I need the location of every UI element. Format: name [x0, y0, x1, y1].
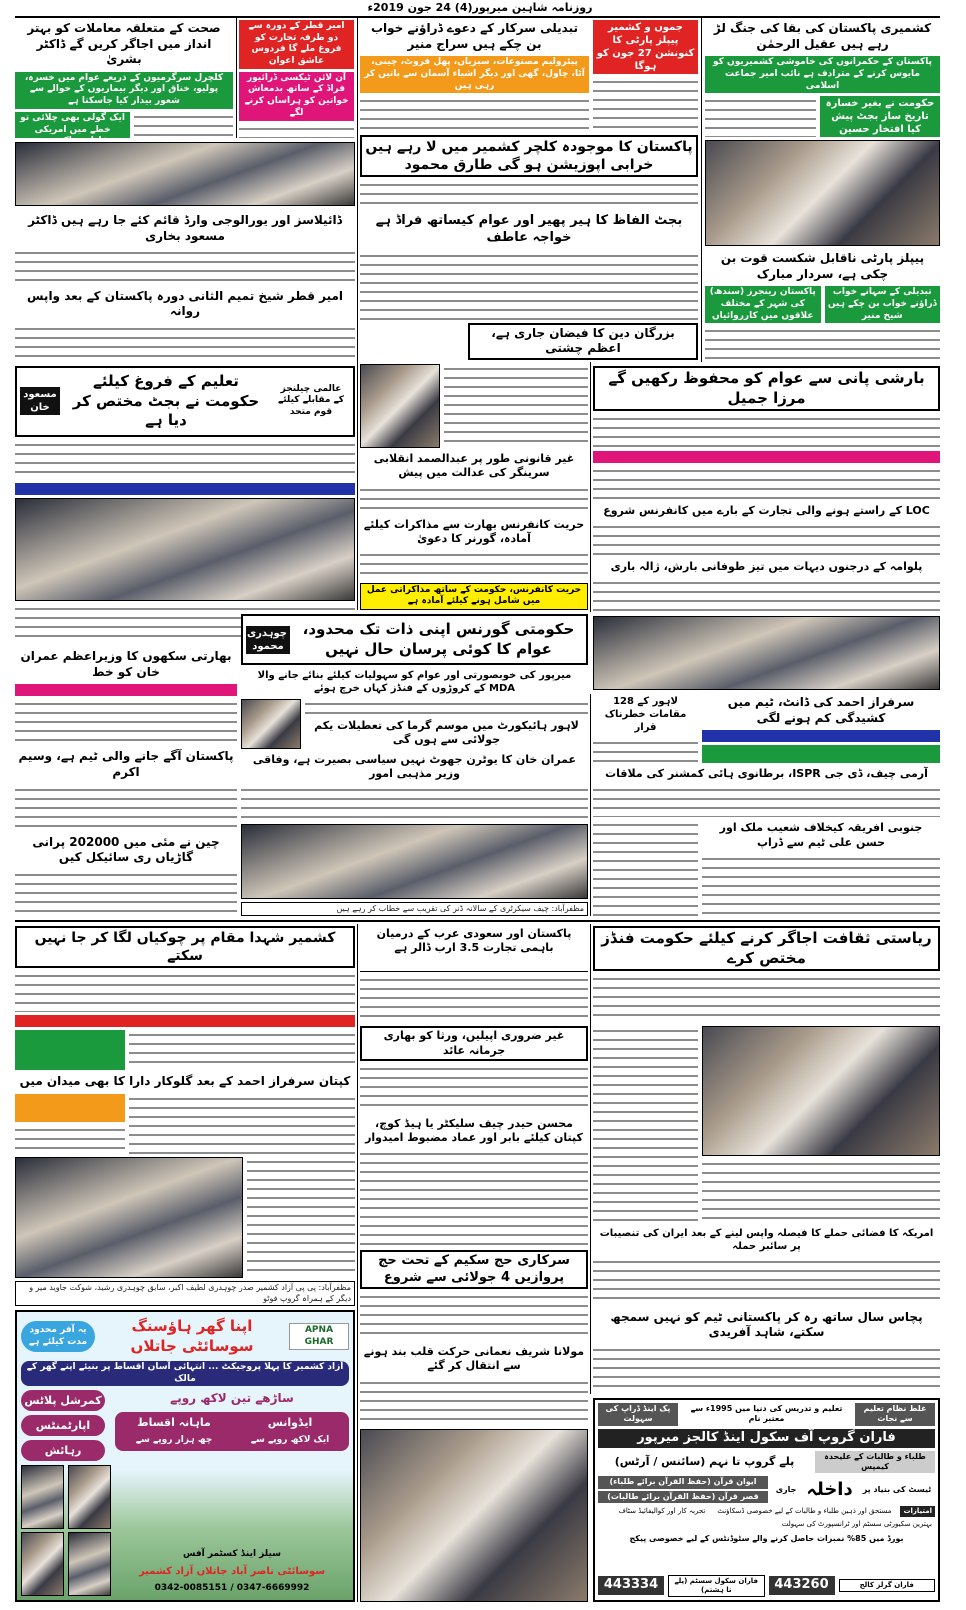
headline: LOC کے راستے ہونے والی تجارت کے بارے میں کانفرنس شروع — [603, 503, 930, 517]
banner — [15, 1015, 355, 1027]
ad-top-row — [598, 1403, 935, 1426]
article-text — [593, 820, 698, 916]
article-row — [705, 286, 940, 323]
photo — [15, 1157, 243, 1279]
column-top-right — [705, 20, 940, 246]
article-text — [593, 578, 940, 612]
article-text — [360, 251, 698, 320]
ad-office: سیلز اینڈ کسٹمر آفس — [183, 1548, 281, 1559]
highlight-box — [15, 1030, 125, 1070]
photo — [241, 824, 588, 898]
article-text — [593, 1257, 940, 1306]
article-text — [593, 466, 940, 500]
admission-post: جاری — [775, 1484, 797, 1494]
article-text — [15, 785, 237, 831]
banner: پیٹرولیم مصنوعات، سبزیاں، پھل فروٹ، چینی، آٹا، چاول، گھی اور دیگر اشیاء آسمان سے باتیں کر رہی ہیں — [360, 56, 589, 93]
headline: پلوامہ کے درجنوں دیہات میں تیز طوفانی بارش، ژالہ باری — [610, 559, 923, 573]
article-text — [15, 1125, 125, 1154]
ad-payment-box — [115, 1412, 349, 1451]
article-text — [360, 1378, 588, 1427]
column-divider — [590, 924, 591, 1394]
ad-campus: طلباء و طالبات کے علیحدہ کیمپس — [815, 1451, 935, 1474]
article-row — [593, 1026, 940, 1222]
headline: سرفراز احمد کی ڈانٹ، ٹیم میں کشیدگی کم ہونے لگی — [727, 695, 915, 725]
photo-block — [593, 616, 940, 690]
article-text — [360, 1064, 588, 1113]
banner: حریت کانفرنس، حکومت کے ساتھ مذاکراتی عمل میں شامل ہونے کیلئے آمادہ ہے — [360, 583, 588, 610]
article-column — [702, 1026, 940, 1222]
photo-caption: مظفرآباد: چیف سیکرٹری کے سالانہ ڈنر کی تقریب سے خطاب کر رہے ہیں — [241, 902, 588, 916]
ad-iwan-quran: ایوان قرآن (حفظ القرآن برائے طلباء) — [598, 1476, 768, 1488]
article-text — [239, 124, 354, 139]
column-edu — [15, 366, 355, 644]
banner — [15, 483, 355, 495]
ad-photo — [21, 1465, 64, 1529]
headline: غیر قانونی طور پر عبدالصمد انقلابی سرینگر کی عدالت میں پیش — [373, 452, 575, 480]
headline: غیر ضروری اپیلیں، ورثا کو بھاری جرمانہ عائد — [360, 1026, 588, 1061]
ad-admission-row — [598, 1476, 935, 1503]
column-mid-left — [15, 212, 355, 360]
highlight-box — [15, 1094, 125, 1122]
ad-tag: رہائش — [21, 1440, 105, 1461]
article-column — [593, 20, 698, 132]
article-row — [241, 699, 588, 749]
article-text — [593, 414, 940, 448]
headline: محسن حیدر چیف سلیکٹر یا ہیڈ کوچ، کپتان کیلئے بابر اور عماد مضبوط امیدوار — [365, 1116, 583, 1144]
headline: صحت کے متعلقہ معاملات کو بہتر انداز میں اجاگر کریں گے ڈاکٹر بشریٰ — [27, 21, 221, 67]
ad-photo-row — [21, 1465, 111, 1529]
headline: ڈائیلاسز اور یورالوجی وارڈ قائم کئے جا رہے ہیں ڈاکٹر مسعود بخاری — [28, 213, 342, 243]
article-column — [702, 694, 940, 763]
ad-features-row — [598, 1506, 935, 1530]
headline: بھارتی سکھوں کا وزیراعظم عمران خان کو خط — [20, 649, 232, 679]
top-rule — [15, 16, 940, 18]
article-text — [593, 974, 940, 1023]
headline: بجٹ الفاظ کا ہیر پھیر اور عوام کیساتھ فراڈ ہے خواجہ عاطف — [375, 213, 683, 245]
article-text — [129, 1094, 355, 1154]
headline: پیپلز پارٹی ناقابل شکست قوت بن چکی ہے، سردار مبارک — [720, 251, 925, 281]
article-text — [702, 1159, 940, 1223]
article-row — [15, 1030, 355, 1070]
ad-title: اپنا گھر ہاؤسنگ سوسائٹی جاتلاں — [130, 1317, 254, 1355]
admission-label: داخلہ — [806, 1479, 853, 1501]
ad-badge: غلط نظام تعلیم سے نجات — [855, 1403, 935, 1426]
column-divider — [357, 18, 358, 610]
article-text — [702, 854, 940, 916]
article-text — [15, 870, 237, 916]
headline: چین نے مئی میں 202000 پرانی گاڑیاں ری سائیکل کیں — [32, 834, 220, 865]
photo-caption: مظفرآباد: پی پی آزاد کشمیر صدر چوہدری لطیف اکبر، سابق چوہدری رشید، شوکت جاوید میر و دیگر کے ہمراہ گروپ فوٹو — [15, 1281, 355, 1306]
ad-photo-row — [21, 1532, 111, 1596]
ad-contact — [115, 1465, 349, 1596]
article-text — [134, 112, 233, 138]
banner — [15, 684, 237, 696]
main-headline: حکومتی گورنس اپنی ذات تک محدود، عوام کا کوئی پرسان حال نہیں — [302, 620, 575, 658]
column-divider — [701, 18, 702, 362]
article-text — [15, 440, 355, 480]
main-headline: تعلیم کے فروغ کیلئے حکومت نے بجٹ مختص کر دیا ہے — [72, 372, 260, 429]
headline: میرپور کی خوبصورتی اور عوام کو سہولیات کیلئے بنائے جانے والا MDA کے کروڑوں کے فنڈز کہاں خرچ ہوئے — [257, 670, 572, 694]
article-text — [705, 96, 816, 137]
article-text — [360, 550, 588, 579]
ad-phone-row — [598, 1575, 935, 1597]
banner — [360, 960, 588, 972]
banner — [702, 745, 940, 763]
article-text — [360, 485, 588, 514]
ad-address: سوسائٹی ناصر آباد جاتلاں آزاد کشمیر — [138, 1566, 326, 1578]
photo — [705, 140, 940, 246]
ad-photo — [21, 1532, 64, 1596]
ad-brand-logo: APNA GHAR — [289, 1323, 349, 1350]
headline: مولانا شریف نعمانی حرکت قلب بند ہونے سے انتقال کر گئے — [363, 1345, 585, 1373]
article-text — [593, 1026, 698, 1222]
headline: لاہور ہائیکورٹ میں موسم گرما کی تعطیلات یکم جولائی سے ہوں گی — [314, 719, 579, 747]
ad-tag: اپارٹمنٹس — [21, 1415, 105, 1436]
headline: عمران خان کا یوٹرن جھوٹ نہیں سیاسی بصیرت ہے، وفاقی وزیر مذہبی امور — [252, 752, 577, 780]
headline: بزرگان دین کا فیضان جاری ہے، اعظم چشتی — [468, 323, 698, 360]
article-text — [241, 785, 588, 821]
portrait-photo — [360, 364, 440, 448]
article-text — [360, 180, 698, 208]
main-headline: بارشی پانی سے عوام کو محفوظ رکھیں گے مرزا جمیل — [593, 366, 940, 411]
article-row — [360, 20, 698, 132]
article-column — [15, 1094, 125, 1154]
highlight-box: امیر قطر کے دورہ سے دو طرفہ تجارت کو فروغ ملے گا فردوس عاشق اعوان — [239, 20, 354, 69]
date-line: روزنامہ شاہین میرپور(4) 24 جون 2019ء — [367, 1, 593, 14]
article-text — [593, 522, 940, 556]
headline: پچاس سال ساتھ رہ کر پاکستانی ٹیم کو نہیں سمجھ سکتے، شاہد آفریدی — [610, 1309, 923, 1340]
headline-name: چوہدری محمود — [246, 626, 290, 654]
highlight-box: جموں و کشمیر پیپلز پارٹی کا کنونشن 27 جون کو ہوگا — [593, 20, 698, 74]
column-rain — [593, 366, 940, 612]
ad-bottom-row — [21, 1465, 349, 1596]
ad-tags — [21, 1390, 105, 1461]
article-text — [15, 248, 355, 284]
headline: امریکہ کا فضائی حملے کا فیصلہ واپس لینے کے بعد ایران کی تنصیبات پر سائبر حملہ — [599, 1227, 934, 1252]
headline: آرمی چیف، ڈی جی ISPR، برطانوی ہائی کمشنر کی ملاقات — [605, 767, 928, 781]
column-divider — [590, 362, 591, 612]
highlight-box: آن لائن ٹیکسی ڈرائیور فراڈ کے ساتھ بدمعاش خواتین کو ہراساں کرنے لگے — [239, 72, 354, 121]
column-divider — [357, 924, 358, 1602]
column-top-left — [15, 20, 233, 138]
main-headline: ریاستی ثقافت اجاگر کرنے کیلئے حکومت فنڈز مختص کرے — [593, 926, 940, 971]
column-lower-left — [15, 926, 355, 1306]
photo — [360, 1429, 588, 1602]
column-top-center — [360, 20, 698, 208]
phone-label-1: فاران سکول سسٹم (پلے تا ہشتم) — [668, 1575, 765, 1597]
ad-grades: پلے گروپ تا نہم (سائنس / آرٹس) — [614, 1454, 795, 1468]
article-row — [593, 820, 940, 916]
faran-school-ad[interactable] — [593, 1398, 940, 1602]
monthly-label: ماہانہ اقساط — [137, 1415, 211, 1429]
ad-header-row — [21, 1316, 349, 1357]
advance-column — [234, 1415, 346, 1448]
banner: پاکستان کے حکمرانوں کی خاموشی کشمیریوں کو مایوس کرنے کے مترادف ہے نائب امیر جماعت اسلامی — [705, 56, 940, 93]
main-headline: پاکستان کا موجودہ کلچر کشمیر میں لا رہے ہیں خرابی اپوزیشن ہو گی طارق محمود — [360, 135, 698, 177]
article-column — [305, 699, 588, 749]
phone-number-2[interactable]: 443260 — [769, 1576, 835, 1595]
column-divider — [236, 18, 237, 138]
banner — [593, 451, 940, 463]
portrait-photo — [241, 699, 301, 749]
ad-offer-badge: یہ آفر محدود مدت کیلئے ہے — [21, 1321, 95, 1352]
article-text — [15, 699, 237, 745]
advance-value: ایک لاکھ روپے سے — [250, 1435, 330, 1446]
ad-price: ساڑھے تین لاکھ روپے — [170, 1391, 294, 1406]
main-headline: کشمیر شہدا مقام پر چوکیاں لگا کر جا نہیں سکتے — [15, 926, 355, 968]
article-text — [15, 971, 355, 1012]
ad-badge: پک اینڈ ڈراپ کی سہولت — [598, 1403, 678, 1426]
admission-group — [772, 1477, 935, 1502]
ad-qasr-quran: قصر قرآن (حفظ القرآن برائے طالبات) — [598, 1491, 768, 1503]
monthly-value: چھ ہزار روپے سے — [135, 1435, 213, 1446]
column-sikh — [15, 648, 237, 916]
photo — [15, 498, 355, 601]
article-text — [593, 785, 940, 817]
article-row — [15, 1094, 355, 1154]
article-text — [593, 1345, 940, 1394]
ad-tag: کمرشل پلاٹس — [21, 1390, 105, 1411]
article-row — [15, 1157, 355, 1279]
column-gov — [241, 614, 588, 916]
feature-item: تجربہ کار اور کوالیفائیڈ سٹاف — [618, 1507, 706, 1516]
article-column — [360, 20, 589, 132]
housing-society-ad[interactable] — [15, 1310, 355, 1602]
article-text — [305, 699, 588, 715]
feature-item: بہترین سکیورٹی سسٹم اور ٹرانسپورٹ کی سہولت — [781, 1520, 932, 1529]
ad-photos — [21, 1465, 111, 1596]
headline: پاکستان آگے جانے والی ٹیم ہے، وسیم اکرم — [18, 749, 234, 779]
headline: تبدیلی سرکار کے دعوے ڈراؤنے خواب بن چکے ہیں سراج منیر — [370, 21, 579, 51]
ad-photo — [68, 1465, 111, 1529]
article-text — [593, 77, 698, 132]
column-divider — [590, 694, 591, 916]
headline: لاہور کے 128 مقامات خطرناک قرار — [604, 696, 687, 733]
banner — [702, 730, 940, 742]
headline: جنوبی افریقہ کیخلاف شعیب ملک اور حسن علی ٹیم سے ڈراپ — [719, 821, 923, 849]
column-top-b — [239, 20, 354, 138]
article-row — [15, 112, 233, 138]
article-text — [15, 324, 355, 360]
main-headline: سرکاری حج سکیم کے تحت حج پروازیں 4 جولائی سے شروع — [360, 1250, 588, 1290]
monthly-column — [118, 1415, 230, 1448]
article-row — [705, 96, 940, 137]
headline-name: مسعود خان — [20, 387, 60, 415]
column-mid-right — [705, 250, 940, 362]
article-text — [129, 1030, 355, 1070]
column-court — [360, 364, 588, 610]
article-text — [360, 1292, 588, 1341]
photo — [702, 1026, 940, 1156]
column-lower-right — [593, 926, 940, 1394]
article-text — [247, 1157, 355, 1279]
headline: کشمیری پاکستان کی بقا کی جنگ لڑ رہے ہیں عقیل الرحمٰن — [713, 21, 932, 51]
column-sports — [593, 694, 940, 916]
headline: پاکستان اور سعودی عرب کے درمیان باہمی تجارت 3.5 ارب ڈالر ہے — [376, 927, 572, 955]
column-lower-center — [360, 926, 588, 1602]
highlight-box: تبدیلی کے سہانے خواب ڈراؤنے خواب بن چکے ہیں شیخ منیر — [825, 286, 941, 323]
phone-number-1[interactable]: 443334 — [598, 1576, 664, 1595]
headline: کپتان سرفراز احمد کے بعد گلوکار دارا کا بھی میدان میں — [19, 1073, 351, 1088]
section-rule — [15, 920, 940, 922]
phone-label-2: فاران گرلز کالج — [839, 1579, 936, 1592]
ad-since: تعلیم و تدریس کی دنیا میں 1995ء سے معتبر نام — [690, 1404, 843, 1424]
headline-kicker: عالمی چیلنجز کے مقابلے کیلئے قوم متحد — [277, 383, 345, 418]
article-text — [360, 975, 588, 1024]
photo-strip — [15, 142, 355, 206]
column-mid-center — [360, 212, 698, 360]
highlight-box: ایک گولی بھی چلائی تو خطے میں امریکی — [15, 112, 130, 138]
article-text — [444, 364, 588, 448]
ad-package: بورڈ میں 85% نمبرات حاصل کرنے والے سٹوڈنٹس کے لیے خصوصی پیکج — [629, 1534, 904, 1544]
article-column — [702, 820, 940, 916]
ad-photo — [68, 1532, 111, 1596]
features-label: امتیازات — [900, 1506, 935, 1517]
ad-middle-row — [21, 1390, 349, 1461]
highlight-box: پاکستان رینجرز (سندھ) کی شہر کے مختلف علاقوں میں کارروائیاں — [705, 286, 821, 323]
edu-headline-box — [15, 366, 355, 437]
photo — [593, 616, 940, 690]
ad-price-column — [115, 1390, 349, 1461]
ad-title: فاران گروپ آف سکول اینڈ کالجز میرپور — [598, 1429, 935, 1448]
article-row — [360, 364, 588, 448]
article-text — [360, 1149, 588, 1246]
photo — [15, 142, 355, 206]
highlight-box: حکومت نے بغیر خسارہ تاریخ ساز بجٹ پیش کیا افتخار حسین — [820, 96, 940, 137]
headline: حریت کانفرنس بھارت سے مذاکرات کیلئے آمادہ، گورنر کا دعویٰ — [363, 517, 585, 546]
ad-grade-row — [598, 1451, 935, 1474]
ad-phones[interactable]: 0342-0085151 / 0347-6669992 — [154, 1583, 310, 1594]
gov-headline-box — [241, 614, 588, 665]
headline: امیر قطر شیخ تمیم الثانی دورہ پاکستان کے بعد واپس روانہ — [26, 288, 344, 319]
ad-tagline: آزاد کشمیر کا پہلا پروجیکٹ ... انتہائی آسان اقساط پر بنیئے اپنے گھر کے مالک — [21, 1361, 349, 1386]
advance-label: ایڈوانس — [267, 1415, 313, 1429]
article-text — [360, 96, 589, 132]
article-row — [593, 694, 940, 763]
banner: کلچرل سرگرمیوں کے ذریعے عوام میں خسرہ، پولیو، خناق اور دیگر بیماریوں کے حوالے سے شعور بیدار کیا جاسکتا ہے — [15, 72, 233, 109]
article-text — [705, 326, 940, 362]
admission-pre: ٹیسٹ کی بنیاد پر — [862, 1484, 932, 1494]
article-column — [593, 694, 698, 763]
feature-item: مستحق اور ذہین طلباء و طالبات کے لیے خصوصی ڈسکاؤنٹ — [717, 1507, 892, 1516]
article-text — [593, 738, 698, 763]
ad-quran-column — [598, 1476, 768, 1503]
